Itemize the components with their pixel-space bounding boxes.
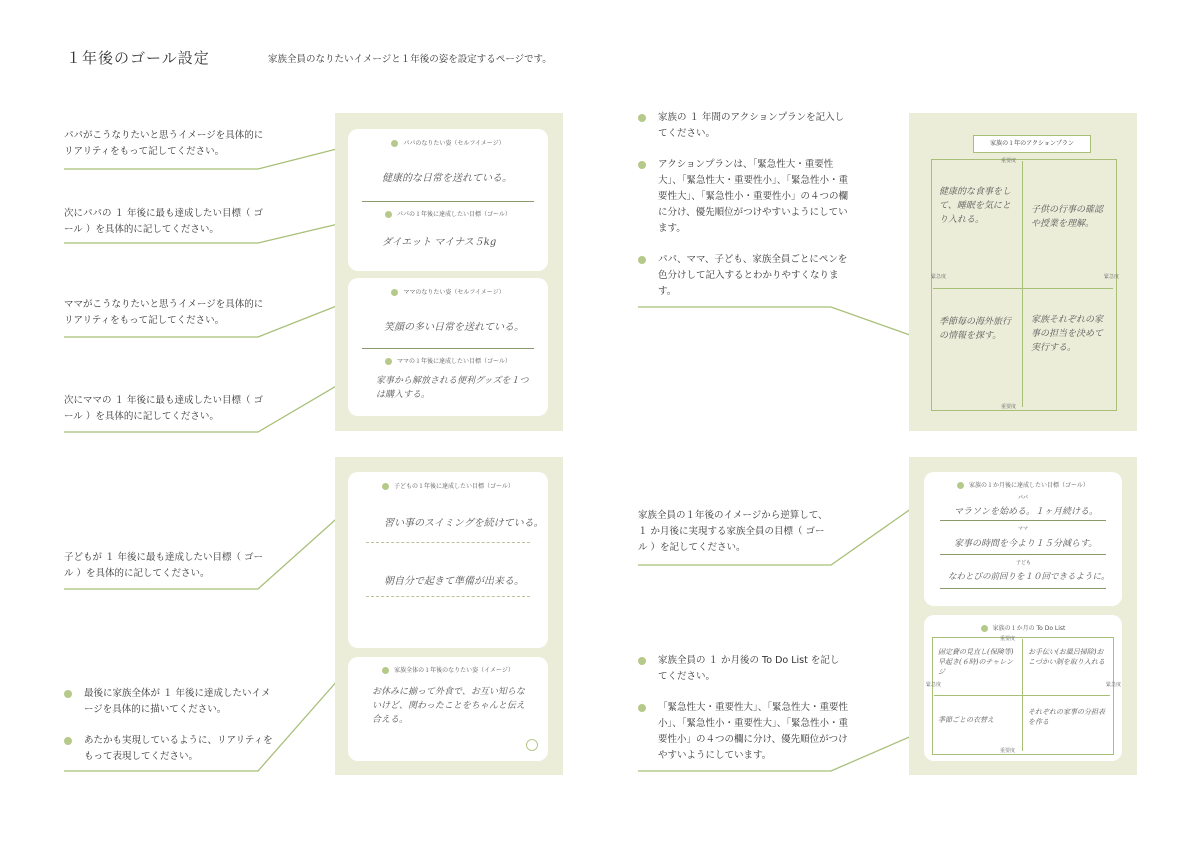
handwritten-text: なわとびの前回りを１０回できるように。 [948, 572, 1110, 582]
divider [940, 554, 1106, 555]
flower-icon [981, 625, 988, 632]
note-todo: 家族全員の １ か月後の To Do List を記してください。 [638, 653, 848, 685]
handwritten-text: お休みに揃って外食で、お互い知らないけど、関わったことをちゃんと伝え合える。 [372, 687, 525, 725]
flower-icon [382, 667, 389, 674]
panel-month [909, 457, 1137, 775]
axis-label-right: 緊急度 [1104, 274, 1120, 280]
divider [940, 520, 1106, 521]
card-title: ママの１年後に達成したい目標（ゴール） [397, 358, 511, 365]
label-mama: ママ [1018, 526, 1029, 532]
page-subtitle: 家族全員のなりたいイメージと１年後の姿を設定するページです。 [268, 54, 552, 65]
card-title: 子どもの１年後に達成したい目標（ゴール） [394, 483, 514, 490]
dashed-divider [366, 542, 530, 543]
quadrant-2-text: お手伝い(お風呂掃除)おこづかい制を取り入れる [1028, 648, 1105, 666]
axis-label-bottom: 重要度 [1000, 748, 1016, 754]
panel-parents [335, 113, 563, 431]
axis-label-bottom: 重要度 [1001, 404, 1017, 410]
card-month-goal [924, 472, 1122, 606]
handwritten-text: 健康的な日常を送れている。 [382, 173, 512, 184]
note-family-reality: あたかも実現しているように、リアリティをもって表現してください。 [64, 733, 274, 765]
axis-label-top: 重要度 [1001, 158, 1017, 164]
note-action-quadrants: アクションプランは、「緊急性大・重要性大」、「緊急性大・重要性小」、「緊急性小・重要性大」、「緊急性小・重要性小」の４つの欄に分け、優先順位がつけやすいようにしています。 [638, 157, 848, 237]
panel-action-plan [909, 113, 1137, 431]
note-month-goal: 家族全員の１年後のイメージから逆算して、１ か月後に実現する家族全員の目標（ ゴール ）を記してください。 [638, 510, 828, 553]
flower-icon [391, 289, 398, 296]
card-title: ママのなりたい姿（セルフイメージ） [403, 289, 505, 296]
note-action-plan: 家族の １ 年間のアクションプランを記入してください。 [638, 110, 848, 142]
card-child [348, 472, 548, 648]
quadrant-4-text: 家族それぞれの家事の担当を決めて実行する。 [1031, 315, 1104, 353]
card-title: パパのなりたい姿（セルフイメージ） [403, 140, 505, 147]
quadrant-3-text: 季節毎の海外旅行の情報を探す。 [939, 317, 1012, 341]
flower-icon [385, 358, 392, 365]
handwritten-text: 家事から解放される便利グッズを１つは購入する。 [376, 376, 529, 400]
horizontal-axis [933, 288, 1113, 289]
flower-icon [385, 211, 392, 218]
note-mama-goal: 次にママの １ 年後に最も達成したい目標（ ゴール ）を具体的に記してください。 [64, 395, 264, 422]
handwritten-text: 笑顔の多い日常を送れている。 [384, 322, 524, 333]
card-title: パパの１年後に達成したい目標（ゴール） [397, 211, 511, 218]
panel-child-family [335, 457, 563, 775]
axis-label-left: 緊急度 [926, 682, 942, 688]
card-todo [924, 615, 1122, 761]
note-pen-colors: パパ、ママ、子ども、家族全員ごとにペンを色分けして記入するとわかりやすくなります。 [638, 252, 848, 300]
note-papa-image: パパがこうなりたいと思うイメージを具体的にリアリティをもって記してください。 [64, 130, 264, 157]
card-family [348, 657, 548, 761]
handwritten-text: ダイエット マイナス５kg [382, 237, 497, 248]
quadrant-1-text: 健康的な食事をして、睡眠を気にとり入れる。 [939, 187, 1012, 225]
label-child: 子ども [1016, 560, 1032, 566]
flower-icon [526, 739, 538, 751]
card-title: 家族の１か月後に達成したい目標（ゴール） [969, 482, 1089, 489]
quadrant-2-text: 子供の行事の確認や授業を理解。 [1031, 205, 1104, 229]
card-papa [348, 129, 548, 271]
quadrant-4-text: それぞれの家事の分担表を作る [1028, 708, 1105, 726]
flower-icon [382, 483, 389, 490]
axis-label-left: 緊急度 [931, 274, 947, 280]
note-mama-image: ママがこうなりたいと思うイメージを具体的にリアリティをもって記してください。 [64, 299, 264, 326]
connector-line [638, 307, 938, 345]
card-mama [348, 278, 548, 416]
note-todo-quadrants: 「緊急性大・重要性大」、「緊急性大・重要性小」、「緊急性小・重要性大」、「緊急性小・重要性小」の４つの欄に分け、優先順位がつけやすいようにしています。 [638, 700, 848, 764]
horizontal-axis [934, 695, 1110, 696]
divider [940, 588, 1106, 589]
note-papa-goal: 次にパパの １ 年後に最も達成したい目標（ ゴール ）を具体的に記してください。 [64, 208, 264, 235]
handwritten-text: 朝自分で起きて準備が出来る。 [384, 576, 524, 587]
dashed-divider [366, 596, 530, 597]
note-child-goal: 子どもが １ 年後に最も達成したい目標（ ゴール ）を具体的に記してください。 [64, 552, 264, 579]
label-papa: パパ [1018, 495, 1029, 501]
divider [362, 348, 534, 349]
handwritten-text: 家事の時間を今より１５分減らす。 [954, 539, 1098, 549]
flower-icon [391, 140, 398, 147]
note-family-image: 最後に家族全体が １ 年後に達成したいイメージを具体的に描いてください。 [64, 686, 274, 718]
flower-icon [957, 482, 964, 489]
axis-label-right: 緊急度 [1106, 682, 1122, 688]
action-plan-title: 家族の１年のアクションプラン [973, 135, 1091, 153]
vertical-axis [1022, 161, 1023, 407]
divider [362, 201, 534, 202]
quadrant-1-text: 固定費の見直し(保険等)早起き(６時)のチャレンジ [938, 648, 1014, 676]
page-title: １年後のゴール設定 [66, 49, 210, 67]
handwritten-text: マラソンを始める。１ヶ月続ける。 [954, 507, 1099, 517]
handwritten-text: 習い事のスイミングを続けている。 [384, 518, 544, 529]
card-title: 家族全体の１年後のなりたい姿（イメージ） [394, 667, 514, 674]
card-title: 家族の１か月の To Do List [992, 625, 1066, 632]
axis-label-top: 重要度 [1000, 636, 1016, 642]
quadrant-3-text: 季節ごとの衣替え [938, 716, 994, 724]
